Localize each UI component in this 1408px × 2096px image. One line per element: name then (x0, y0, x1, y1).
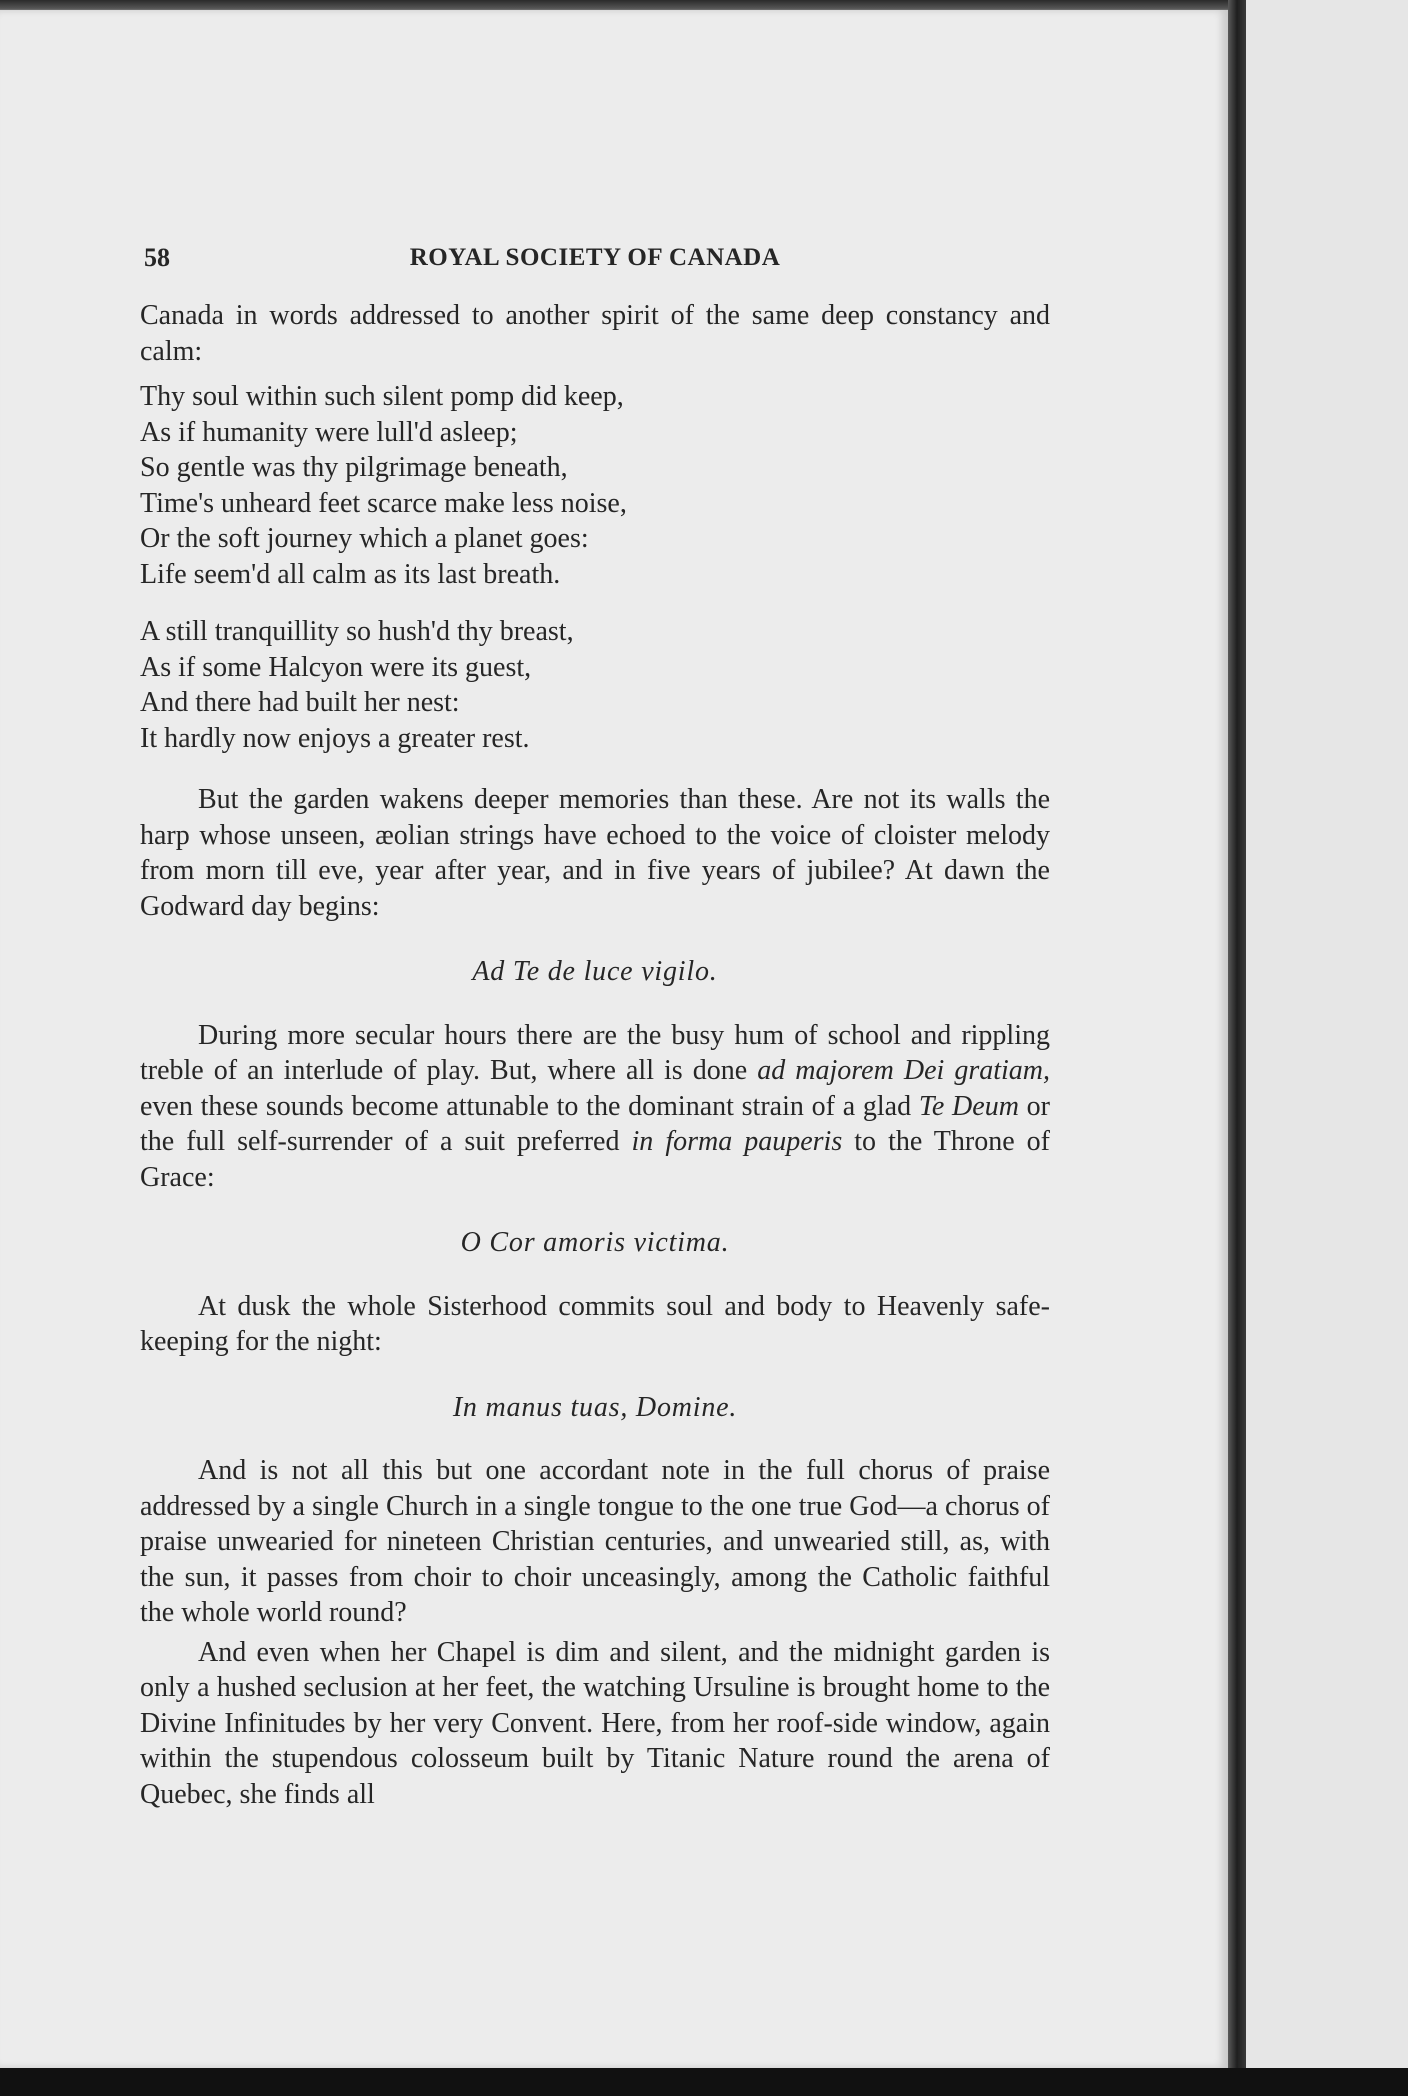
paragraph-garden: But the garden wakens deeper memories than these. Are not its walls the harp whose unseen, æolian strings have echoed to the voice of cloister melody from morn till eve, year after year, and in five years of jubilee? At dawn the Godward day begins: (140, 784, 1050, 922)
paragraph-secular-hours (140, 1018, 1050, 1196)
verse-line: It hardly now enjoys a greater rest. (140, 722, 530, 754)
verse-line: As if humanity were lull'd asleep; (140, 416, 518, 448)
paragraph-dusk: At dusk the whole Sisterhood commits soul and body to Heavenly safe-keeping for the night: (140, 1290, 1050, 1357)
verse-line: Life seem'd all calm as its last breath. (140, 558, 561, 590)
text-run: even these sounds become attunable to the dominant strain of a glad (140, 1090, 919, 1122)
verse-line: A still tranquillity so hush'd thy breast, (140, 616, 574, 647)
paragraph-chapel: And even when her Chapel is dim and silent, and the midnight garden is only a hushed seclusion at her feet, the watching Ursuline is brought home to the Divine Infinitudes by her very Convent. Here, from her roof-side window, again within the stupendous colosseum built by Titanic Nature round the arena of Quebec, she finds all (140, 1636, 1050, 1810)
verse-line: And there had built her nest: (140, 687, 460, 718)
italic-phrase: in forma pauperis (631, 1126, 843, 1157)
running-head (140, 240, 1050, 280)
paragraph-chorus: And is not all this but one accordant note in the full chorus of praise addressed by a single Church in a single tongue to the one true God—a chorus of praise unwearied for nineteen Christian centuries, and unwearied still, as, with the sun, it passes from choir to choir unceasingly, among the Catholic faithful the whole world round? (140, 1455, 1050, 1628)
poem-stanza-2 (140, 614, 1050, 756)
verse-line: Thy soul within such silent pomp did keep, (140, 381, 624, 412)
latin-verse-heart: O Cor amoris victima. (460, 1227, 730, 1258)
text-run: to the Throne of Grace: (140, 1126, 1050, 1193)
italic-phrase: Te Deum (918, 1090, 1019, 1122)
verse-line: Time's unheard feet scarce make less noise, (140, 487, 627, 519)
text-run: or the full self-surrender of a suit preferred (140, 1090, 1051, 1157)
intro-paragraph: Canada in words addressed to another spirit of the same deep constancy and calm: (140, 300, 1050, 367)
facing-page-edge (1246, 0, 1408, 2068)
scan-bottom-edge (0, 2068, 1408, 2096)
page-number: 58 (144, 243, 170, 272)
verse-line: As if some Halcyon were its guest, (140, 651, 532, 683)
verse-line: So gentle was thy pilgrimage beneath, (140, 452, 568, 483)
latin-verse-dawn: Ad Te de luce vigilo. (472, 956, 718, 987)
verse-line: Or the soft journey which a planet goes: (140, 523, 589, 554)
latin-verse-night: In manus tuas, Domine. (452, 1391, 738, 1423)
running-title: ROYAL SOCIETY OF CANADA (409, 244, 781, 271)
page-content (140, 240, 1050, 1812)
book-gutter (1228, 0, 1246, 2096)
italic-phrase: ad majorem Dei gratiam, (757, 1055, 1050, 1086)
poem-stanza-1 (140, 379, 1050, 592)
text-run: During more secular hours there are the busy hum of school and rippling treble of an interlude of play. But, where all is done (140, 1019, 1050, 1086)
